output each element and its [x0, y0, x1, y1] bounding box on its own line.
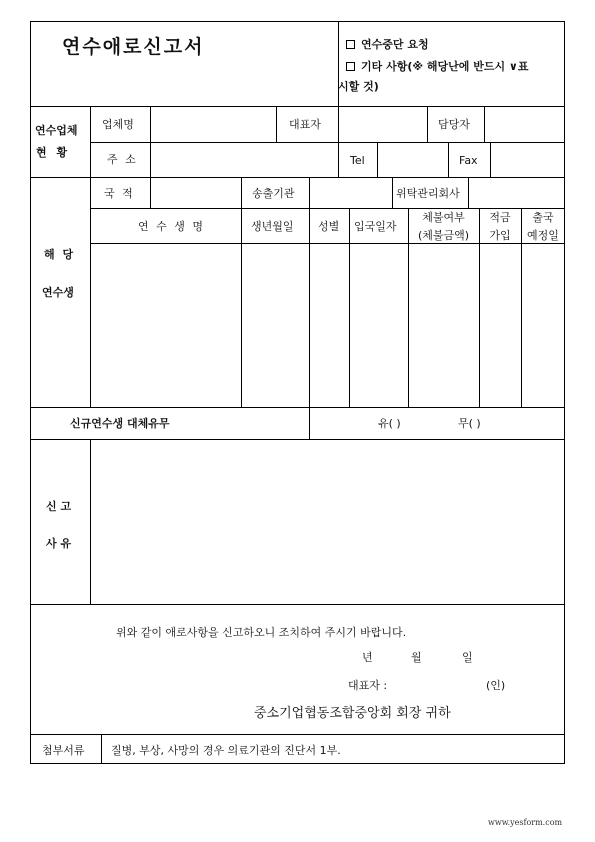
divider [30, 604, 565, 605]
agency-field[interactable] [470, 179, 563, 206]
reason-text-area[interactable] [92, 441, 563, 602]
divider [90, 142, 565, 143]
reason-label: 신 고 [46, 500, 72, 513]
column-header-gender: 성별 [318, 220, 340, 233]
company-name-field[interactable] [152, 108, 274, 140]
divider [448, 142, 449, 177]
divider [377, 142, 378, 177]
column-header-entry-date: 입국일자 [354, 220, 397, 233]
address-label: 주 소 [107, 153, 138, 166]
divider [30, 734, 565, 735]
divider [490, 142, 491, 177]
replacement-no-option[interactable]: 무( ) [458, 417, 481, 430]
divider [90, 439, 91, 604]
replacement-label: 신규연수생 대체유무 [70, 417, 170, 430]
attachment-text: 질병, 부상, 사망의 경우 의료기관의 진단서 1부. [111, 744, 341, 757]
stop-request-label: 연수중단 요청 [361, 38, 429, 51]
company-section-label: 현 황 [36, 146, 71, 159]
divider [30, 407, 565, 408]
tel-label: Tel [350, 154, 365, 167]
column-header-insurance: 가입 [489, 229, 511, 242]
divider [150, 106, 151, 177]
representative-field[interactable] [340, 108, 425, 140]
trainee-section-label: 해 당 [44, 248, 76, 261]
sending-org-label: 송출기관 [252, 187, 295, 200]
divider [90, 208, 565, 209]
fax-label: Fax [459, 154, 478, 167]
date-year-label: 년 [362, 651, 373, 664]
manager-label: 담당자 [438, 118, 470, 131]
divider [276, 106, 277, 142]
divider [150, 177, 151, 208]
stop-request-option[interactable] [346, 38, 429, 51]
addressee: 중소기업협동조합중앙회 회장 귀하 [254, 706, 451, 721]
manager-field[interactable] [486, 108, 563, 140]
declaration-statement: 위와 같이 애로사항을 신고하오니 조치하여 주시기 바랍니다. [116, 626, 407, 639]
divider [90, 106, 91, 407]
replacement-yes-option[interactable]: 유( ) [378, 417, 401, 430]
attachment-label: 첨부서류 [42, 744, 85, 757]
tel-field[interactable] [379, 144, 446, 175]
divider [484, 106, 485, 142]
trainee-section-label: 연수생 [42, 286, 74, 299]
divider [392, 177, 393, 208]
other-option-label-cont: 시할 것) [338, 80, 379, 93]
fax-field[interactable] [492, 144, 563, 175]
divider [30, 439, 565, 440]
column-header-arrears: 체불여부 [422, 211, 465, 224]
trainee-entry-area[interactable] [92, 245, 563, 405]
nationality-field[interactable] [152, 179, 239, 206]
address-field[interactable] [152, 144, 336, 175]
signature-rep-label: 대표자 : [348, 679, 388, 692]
form-title: 연수애로신고서 [62, 36, 205, 58]
column-header-departure: 출국 [532, 211, 554, 224]
divider [468, 177, 469, 208]
divider [101, 734, 102, 764]
nationality-label: 국 적 [104, 187, 135, 200]
other-option-label: 기타 사항(※ 해당난에 반드시 ∨표 [361, 60, 529, 73]
column-header-birth: 생년월일 [251, 220, 294, 233]
reason-label: 사 유 [46, 537, 72, 550]
column-header-arrears: (체불금액) [417, 229, 470, 242]
divider [338, 106, 339, 177]
sending-org-field[interactable] [311, 179, 390, 206]
checkbox-icon[interactable] [346, 62, 355, 71]
column-header-name: 연 수 생 명 [138, 220, 205, 233]
checkbox-icon[interactable] [346, 40, 355, 49]
divider [338, 21, 339, 107]
seal-label: (인) [486, 679, 506, 692]
divider [90, 243, 565, 244]
column-header-insurance: 적금 [489, 211, 511, 224]
date-month-label: 월 [411, 651, 422, 664]
divider [427, 106, 428, 142]
footer-url[interactable]: www.yesform.com [488, 818, 563, 827]
divider [30, 177, 565, 178]
agency-label: 위탁관리회사 [396, 187, 460, 200]
other-option[interactable] [346, 60, 528, 73]
date-day-label: 일 [462, 651, 473, 664]
company-section-label: 연수업체 [35, 124, 78, 137]
company-name-label: 업체명 [102, 118, 134, 131]
column-header-departure: 예정일 [527, 229, 559, 242]
representative-label: 대표자 [289, 118, 321, 131]
